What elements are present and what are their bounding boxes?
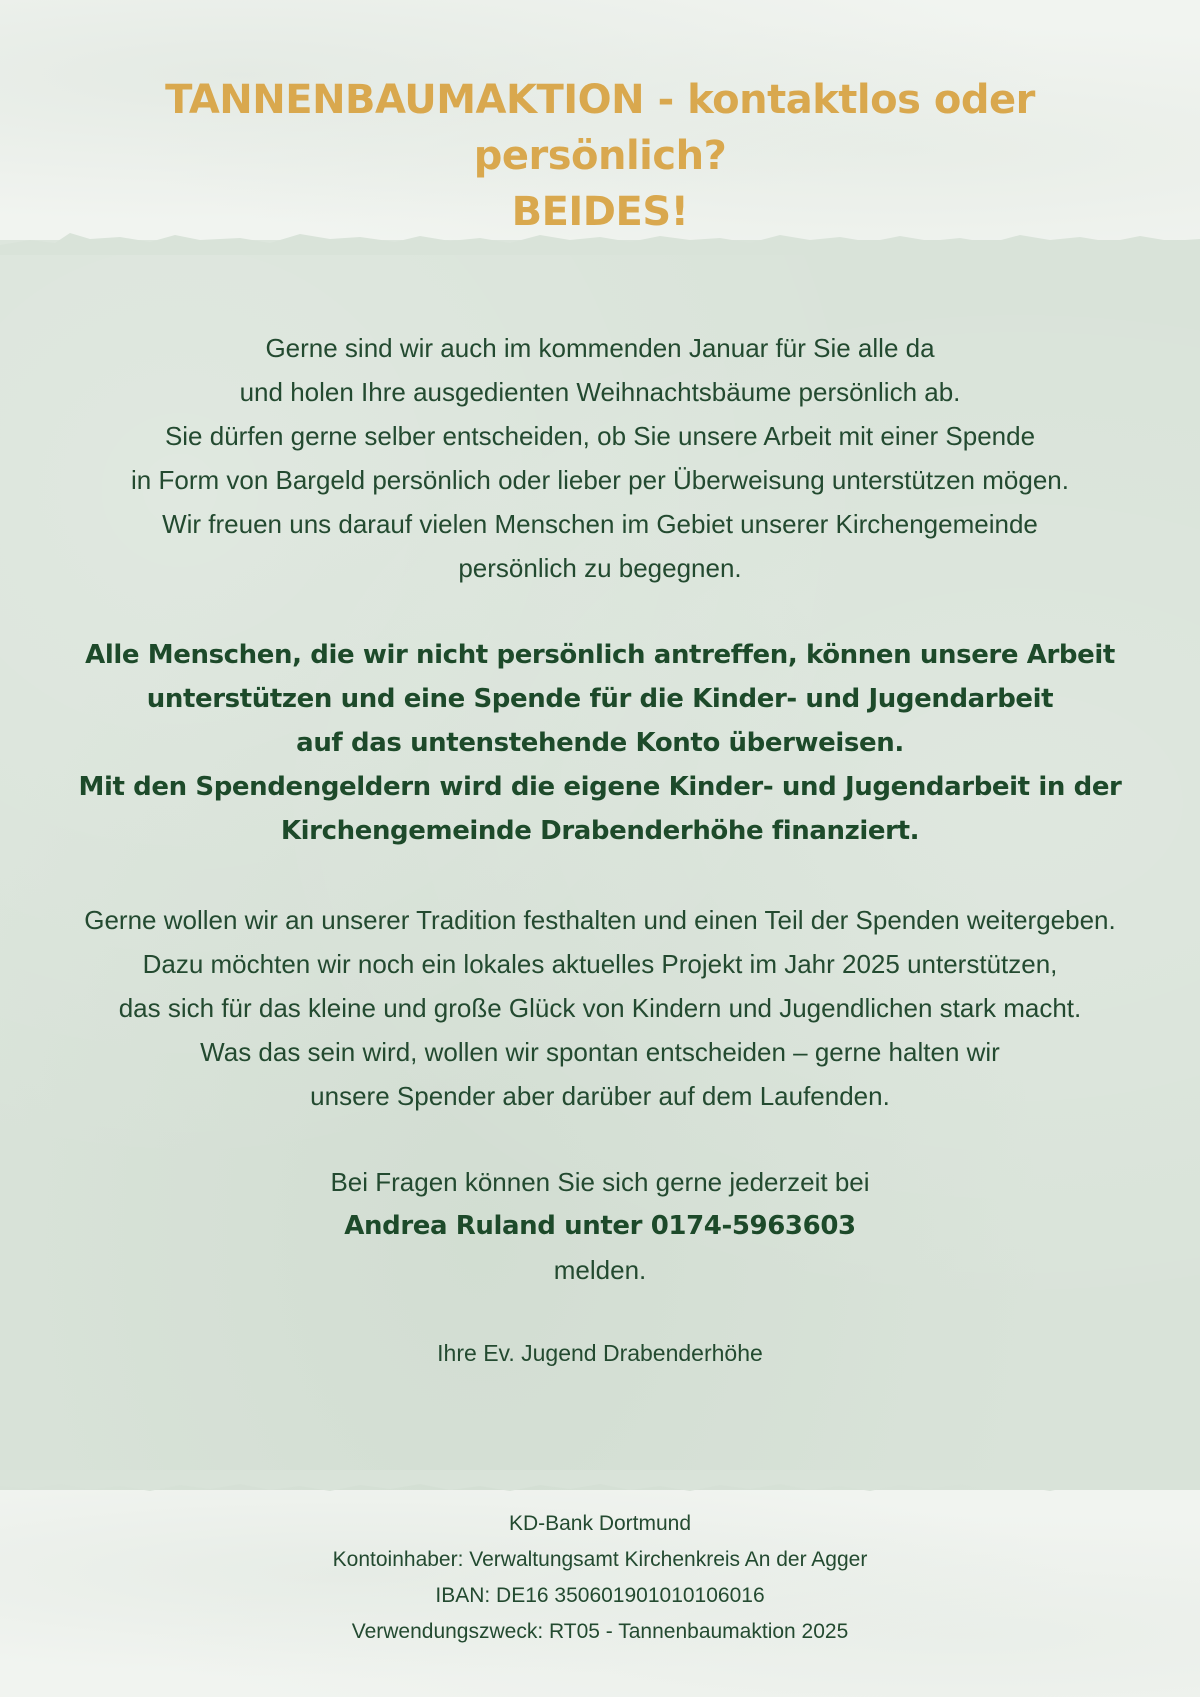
payment-reference: Verwendungszweck: RT05 - Tannenbaumaktion 2025 (351, 1620, 849, 1643)
highlight-line: unterstützen und eine Spende für die Kinder- und Jugendarbeit (146, 684, 1054, 714)
tradition-line: Was das sein wird, wollen wir spontan entscheiden – gerne halten wir (200, 1037, 1000, 1067)
iban: IBAN: DE16 350601901010106016 (435, 1584, 765, 1607)
title-line-2: BEIDES! (511, 189, 689, 235)
signature: Ihre Ev. Jugend Drabenderhöhe (437, 1340, 763, 1366)
intro-line: in Form von Bargeld persönlich oder lieber per Überweisung unterstützen mögen. (131, 465, 1069, 495)
intro-line: und holen Ihre ausgedienten Weihnachtsbäume persönlich ab. (239, 377, 961, 407)
tradition-line: Dazu möchten wir noch ein lokales aktuelles Projekt im Jahr 2025 unterstützen, (142, 949, 1058, 979)
contact-name-phone: Andrea Ruland unter 0174-5963603 (344, 1211, 856, 1241)
bank-details (40, 1506, 1160, 1650)
page-title (40, 72, 1160, 240)
bank-name: KD-Bank Dortmund (508, 1512, 692, 1535)
intro-paragraph (40, 326, 1160, 590)
contact-paragraph (40, 1160, 1160, 1292)
tradition-line: Gerne wollen wir an unserer Tradition festhalten und einen Teil der Spenden weitergeben. (84, 905, 1116, 935)
tradition-line: unsere Spender aber darüber auf dem Laufenden. (310, 1081, 890, 1111)
highlight-paragraph (40, 633, 1160, 853)
tradition-line: das sich für das kleine und große Glück von Kindern und Jugendlichen stark macht. (118, 993, 1082, 1023)
torn-edge-bottom (0, 1470, 1200, 1510)
intro-line: Wir freuen uns darauf vielen Menschen im Gebiet unserer Kirchengemeinde (162, 509, 1038, 539)
contact-closing: melden. (553, 1255, 647, 1285)
highlight-line: Kirchengemeinde Drabenderhöhe finanziert. (280, 816, 920, 846)
title-line-1: TANNENBAUMAKTION - kontaktlos oder persönlich? (165, 77, 1035, 179)
highlight-line: Alle Menschen, die wir nicht persönlich antreffen, können unsere Arbeit (85, 640, 1115, 670)
tradition-paragraph (40, 898, 1160, 1118)
intro-line: Sie dürfen gerne selber entscheiden, ob Sie unsere Arbeit mit einer Spende (164, 421, 1036, 451)
highlight-line: auf das untenstehende Konto überweisen. (296, 728, 904, 758)
account-holder: Kontoinhaber: Verwaltungsamt Kirchenkreis An der Agger (332, 1548, 868, 1571)
contact-intro: Bei Fragen können Sie sich gerne jederzeit bei (330, 1167, 870, 1197)
intro-line: Gerne sind wir auch im kommenden Januar für Sie alle da (265, 333, 935, 363)
highlight-line: Mit den Spendengeldern wird die eigene Kinder- und Jugendarbeit in der (78, 772, 1122, 802)
intro-line: persönlich zu begegnen. (458, 553, 742, 583)
